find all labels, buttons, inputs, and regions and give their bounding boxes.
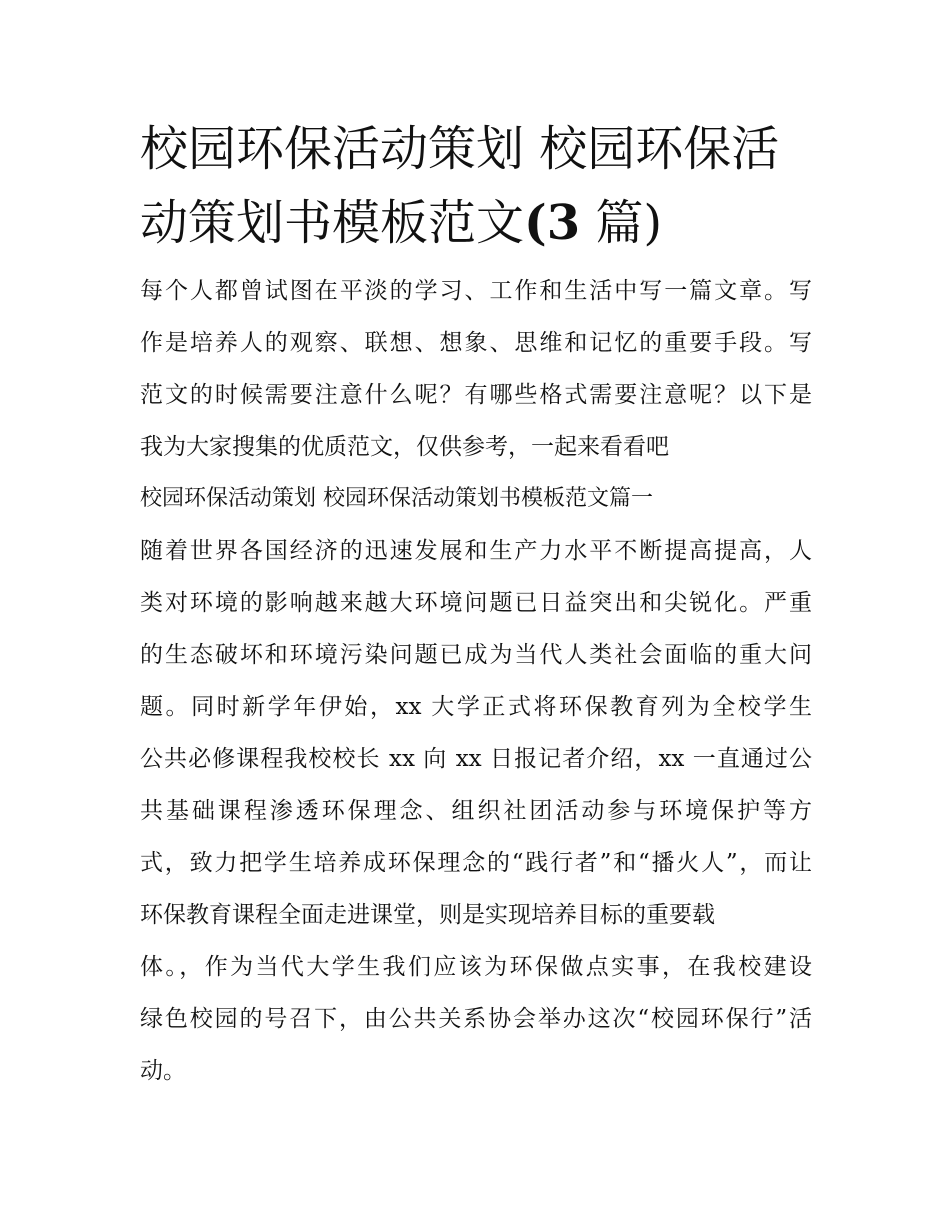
section-line: 式，致力把学生培养成环保理念的“践行者”和“播火人”，而让 [140, 850, 812, 876]
section-line: 公共必修课程我校校长 xx 向 xx 日报记者介绍，xx 一直通过公 [140, 746, 812, 772]
section-line: 体。，作为当代大学生我们应该为环保做点实事，在我校建设 [140, 954, 812, 980]
section-line: 的生态破坏和环境污染问题已成为当代人类社会面临的重大问 [140, 642, 812, 668]
intro-line: 范文的时候需要注意什么呢？有哪些格式需要注意呢？以下是 [140, 382, 812, 408]
title-text: 校园环保活动策划 校园环保活动策划书模板范文 [140, 121, 780, 251]
document-title [140, 112, 812, 260]
section-line: 绿色校园的号召下，由公共关系协会举办这次“校园环保行”活 [140, 1006, 812, 1032]
document-body [140, 272, 812, 1090]
intro-line: 作是培养人的观察、联想、想象、思维和记忆的重要手段。写 [140, 330, 812, 356]
title-count: (3 [524, 195, 581, 251]
title-suffix: 篇) [580, 195, 663, 251]
section-line: 动。 [140, 1058, 186, 1084]
section-line: 共基础课程渗透环保理念、组织社团活动参与环境保护等方 [140, 798, 812, 824]
section-line: 题。同时新学年伊始，xx 大学正式将环保教育列为全校学生 [140, 694, 812, 720]
section-line: 类对环境的影响越来越大环境问题已日益突出和尖锐化。严重 [140, 590, 812, 616]
intro-line: 我为大家搜集的优质范文，仅供参考，一起来看看吧 [140, 434, 669, 460]
document-content [140, 112, 812, 1104]
intro-line: 每个人都曾试图在平淡的学习、工作和生活中写一篇文章。写 [140, 278, 812, 304]
section-heading: 校园环保活动策划 校园环保活动策划书模板范文篇一 [140, 486, 653, 511]
section-line: 环保教育课程全面走进课堂，则是实现培养目标的重要载 [140, 902, 715, 928]
section-line: 随着世界各国经济的迅速发展和生产力水平不断提高提高，人 [140, 538, 812, 564]
